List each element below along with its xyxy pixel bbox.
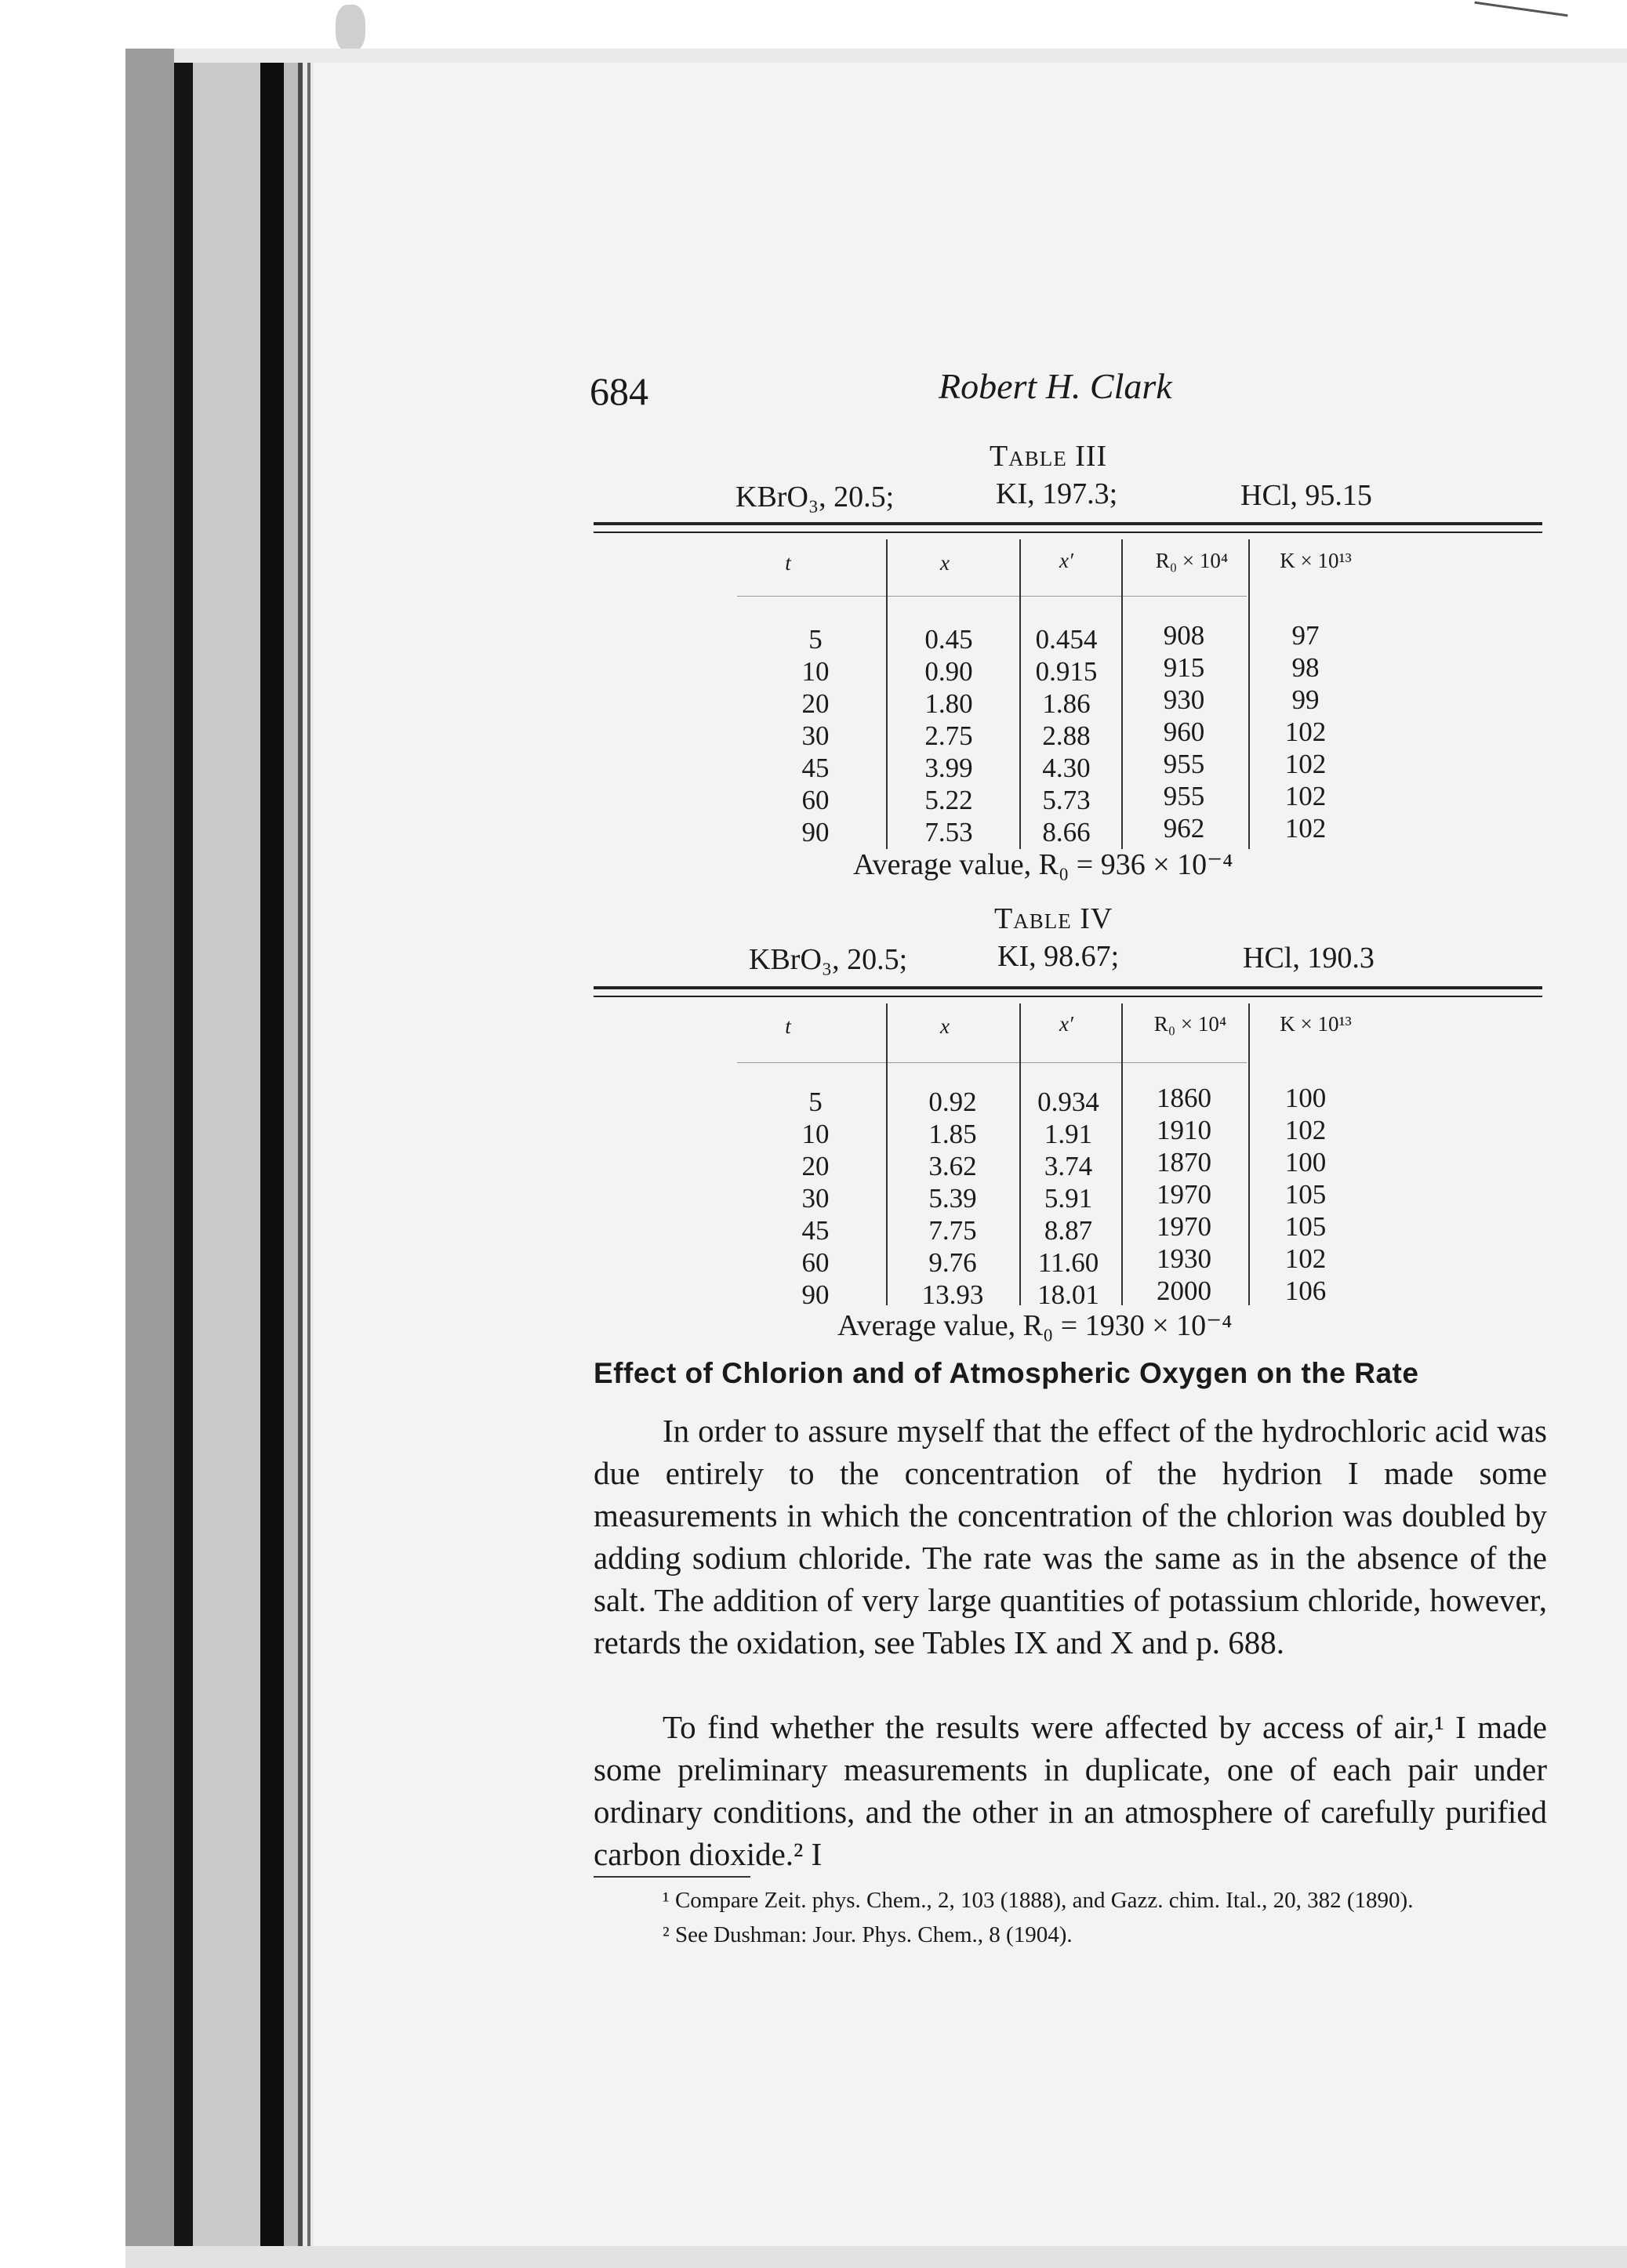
table3-cell: 97 <box>1291 620 1320 651</box>
table4-header-k: K × 10¹³ <box>1280 1012 1352 1036</box>
table3-cell: 0.454 <box>1035 624 1098 655</box>
table4-cell: 13.93 <box>921 1279 984 1310</box>
table4-divider <box>886 1003 888 1305</box>
table4-header-rule <box>737 1062 1247 1063</box>
footnote-1: ¹ Compare Zeit. phys. Chem., 2, 103 (1888), and Gazz. chim. Ital., 20, 382 (1890). <box>663 1888 1414 1913</box>
table3-top-rule-thin <box>594 532 1542 533</box>
table3-cell: 2.75 <box>924 720 973 751</box>
table4-column-k <box>1255 1082 1356 1307</box>
table4-condition-kbro3: KBrO₃, 20.5; <box>749 943 908 976</box>
table3-cell: 60 <box>801 785 830 815</box>
table4-cell: 5.39 <box>928 1183 977 1214</box>
table4-cell: 1.85 <box>928 1119 977 1149</box>
body-paragraph-2: To find whether the results were affected by access of air,¹ I made some preliminary measurements in duplicate, one of each pair under ordinary conditions, and the other in an atmosphere of carefully purified carbon dioxide.² I <box>594 1709 1547 1872</box>
table3-cell: 2.88 <box>1042 720 1091 751</box>
table3-cell: 30 <box>801 720 830 751</box>
table3-condition-hcl: HCl, 95.15 <box>1240 479 1372 512</box>
table3-header-k: K × 10¹³ <box>1280 549 1352 572</box>
table3-cell: 20 <box>801 688 830 719</box>
table4-cell: 1970 <box>1157 1211 1211 1242</box>
table4-cell: 9.76 <box>928 1247 977 1278</box>
scan-blot <box>336 5 365 52</box>
table3-cell: 955 <box>1163 749 1205 779</box>
footnote-2: ² See Dushman: Jour. Phys. Chem., 8 (1904). <box>663 1922 1073 1947</box>
table4-cell: 8.87 <box>1044 1215 1093 1246</box>
table4-header-x-prime: x′ <box>1059 1012 1073 1036</box>
table3-cell: 0.90 <box>924 656 973 687</box>
table4-cell: 102 <box>1284 1243 1327 1274</box>
table3-cell: 10 <box>801 656 830 687</box>
table3-cell: 915 <box>1163 652 1205 683</box>
table3-cell: 45 <box>801 753 830 783</box>
table3-title: Table III <box>990 440 1108 473</box>
table3-cell: 0.915 <box>1035 656 1098 687</box>
table3-cell: 5.73 <box>1042 785 1091 815</box>
table3-cell: 960 <box>1163 717 1205 747</box>
table4-cell: 3.62 <box>928 1151 977 1181</box>
table4-divider <box>1121 1003 1123 1305</box>
section-heading: Effect of Chlorion and of Atmospheric Oxygen on the Rate <box>594 1357 1419 1389</box>
table4-cell: 30 <box>801 1183 830 1214</box>
table3-header-t: t <box>785 551 791 575</box>
table4-cell: 1860 <box>1157 1083 1211 1113</box>
table4-column-x-prime <box>1019 1086 1117 1311</box>
table4-cell: 60 <box>801 1247 830 1278</box>
page-number: 684 <box>590 369 648 413</box>
table4-cell: 7.75 <box>928 1215 977 1246</box>
table4-header-r0: R₀ × 10⁴ <box>1153 1012 1227 1036</box>
table3-header-rule <box>737 596 1247 597</box>
table3-cell: 1.80 <box>924 688 973 719</box>
table4-column-x <box>902 1086 1004 1311</box>
table4-header-x: x <box>940 1014 950 1038</box>
table4-cell: 100 <box>1284 1083 1327 1113</box>
table4-condition-hcl: HCl, 190.3 <box>1243 942 1375 974</box>
table3-divider <box>1248 539 1250 849</box>
table3-header-x-prime: x′ <box>1059 549 1073 572</box>
table3-cell: 8.66 <box>1042 817 1091 847</box>
book-edge-band <box>174 63 193 2268</box>
body-paragraph-1: In order to assure myself that the effect of the hydrochloric acid was due entirely to the concentration of the hydrion I made some measurements in which the concentration of the chlorion was doubled by adding sodium chloride. The rate was the same as in the absence of the salt. The addition of very large quantities of potassium chloride, however, retards the oxidation, see Tables IX and X and p. 688. <box>594 1413 1547 1660</box>
scan-bottom-margin <box>125 2246 1627 2268</box>
table3-cell: 962 <box>1163 813 1205 844</box>
table4-cell: 1.91 <box>1044 1119 1093 1149</box>
table3-cell: 7.53 <box>924 817 973 847</box>
table3-cell: 3.99 <box>924 753 973 783</box>
table3-cell: 0.45 <box>924 624 973 655</box>
table3-header-r0: R₀ × 10⁴ <box>1155 549 1229 572</box>
running-head: Robert H. Clark <box>939 366 1172 406</box>
table4-column-r0 <box>1133 1082 1235 1307</box>
table4-cell: 20 <box>801 1151 830 1181</box>
table4-cell: 105 <box>1284 1211 1327 1242</box>
table4-cell: 1970 <box>1157 1179 1211 1210</box>
footnote-rule <box>594 1876 750 1878</box>
table4-cell: 11.60 <box>1037 1247 1099 1278</box>
table3-cell: 99 <box>1291 684 1320 715</box>
table4-cell: 0.934 <box>1037 1087 1099 1117</box>
table3-cell: 102 <box>1284 781 1327 811</box>
table3-divider <box>1121 539 1123 849</box>
table4-cell: 0.92 <box>928 1087 977 1117</box>
table4-divider <box>1248 1003 1250 1305</box>
table3-column-k <box>1255 619 1356 844</box>
table4-cell: 10 <box>801 1119 830 1149</box>
table4-column-t <box>784 1086 847 1311</box>
table4-top-rule <box>594 986 1542 989</box>
table4-cell: 100 <box>1284 1147 1327 1178</box>
table3-cell: 1.86 <box>1042 688 1091 719</box>
table4-top-rule-thin <box>594 996 1542 997</box>
table4-cell: 1930 <box>1157 1243 1211 1274</box>
book-edge-line <box>298 63 303 2268</box>
table4-cell: 1870 <box>1157 1147 1211 1178</box>
table3-average: Average value, R₀ = 936 × 10⁻⁴ <box>853 848 1233 881</box>
table4-cell: 2000 <box>1157 1276 1211 1306</box>
table4-cell: 90 <box>801 1279 830 1310</box>
footnotes <box>594 1883 1547 1952</box>
table3-column-x-prime <box>1019 623 1113 848</box>
table3-cell: 4.30 <box>1042 753 1091 783</box>
book-edge-shadow <box>125 49 174 2268</box>
book-edge-page-stack <box>193 63 260 2268</box>
table4-cell: 105 <box>1284 1179 1327 1210</box>
table3-cell: 98 <box>1291 652 1320 683</box>
table4-title: Table IV <box>994 902 1113 935</box>
table4-cell: 18.01 <box>1037 1279 1099 1310</box>
table4-cell: 5.91 <box>1044 1183 1093 1214</box>
table4-cell: 106 <box>1284 1276 1327 1306</box>
table3-top-rule <box>594 522 1542 525</box>
table3-condition-ki: KI, 197.3; <box>996 477 1118 510</box>
table3-cell: 90 <box>801 817 830 847</box>
table3-cell: 102 <box>1284 813 1327 844</box>
table4-average: Average value, R₀ = 1930 × 10⁻⁴ <box>837 1309 1233 1342</box>
book-edge-band <box>260 63 284 2268</box>
table3-cell: 955 <box>1163 781 1205 811</box>
table4-condition-ki: KI, 98.67; <box>997 940 1120 973</box>
table3-cell: 908 <box>1163 620 1205 651</box>
scan-top-margin <box>0 0 1627 49</box>
table3-cell: 5 <box>808 624 823 655</box>
table4-cell: 45 <box>801 1215 830 1246</box>
book-edge-page-stack <box>284 63 298 2268</box>
table3-divider <box>886 539 888 849</box>
table4-header-t: t <box>785 1014 791 1038</box>
table3-column-r0 <box>1137 619 1231 844</box>
table4-cell: 5 <box>808 1087 823 1117</box>
book-edge-line <box>307 63 311 2268</box>
table3-header-x: x <box>940 551 950 575</box>
table4-cell: 102 <box>1284 1115 1327 1145</box>
table3-cell: 102 <box>1284 717 1327 747</box>
table3-condition-kbro3: KBrO₃, 20.5; <box>735 481 895 513</box>
table3-column-x <box>902 623 996 848</box>
table4-cell: 3.74 <box>1044 1151 1093 1181</box>
table3-cell: 5.22 <box>924 785 973 815</box>
table3-column-t <box>784 623 847 848</box>
table3-cell: 102 <box>1284 749 1327 779</box>
table3-cell: 930 <box>1163 684 1205 715</box>
table4-cell: 1910 <box>1157 1115 1211 1145</box>
